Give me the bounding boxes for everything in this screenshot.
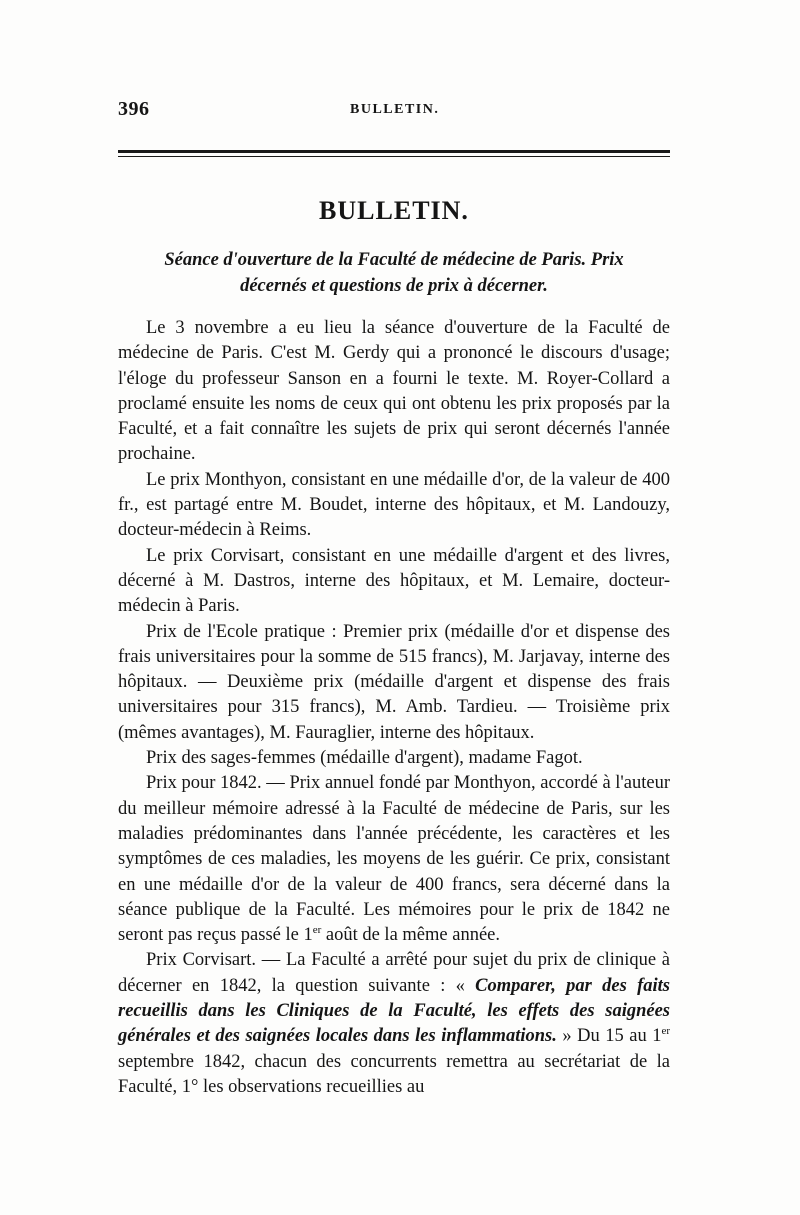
section-subtitle bbox=[118, 247, 670, 299]
subtitle-line-1: Séance d'ouverture de la Faculté de médecine de Paris. Prix bbox=[164, 250, 624, 270]
superscript-er: er bbox=[312, 923, 322, 936]
header-rule-thick bbox=[118, 150, 670, 153]
paragraph-prix-monthyon: Le prix Monthyon, consistant en une médaille d'or, de la valeur de 400 fr., est partagé entre M. Boudet, interne des hôpitaux, et M. Landouzy, docteur-médecin à Reims. bbox=[118, 469, 670, 541]
paragraph-ecole-pratique: Prix de l'Ecole pratique : Premier prix (médaille d'or et dispense des frais universitaires pour la somme de 515 francs), M. Jarjavay, interne des hôpitaux. — Deuxième prix (médaille d'argent et dispense des frais universitaires pour 315 francs), M. Amb. Tardieu. — Troisième prix (mêmes avantages), M. Fauraglier, interne des hôpitaux. bbox=[118, 621, 670, 743]
prix-1842-text: Prix pour 1842. — Prix annuel fondé par Monthyon, accordé à l'auteur du meilleur mémoire adressé à la Faculté de médecine de Paris, sur les maladies prédominantes dans l'année précédente, les caractères et les symptômes de ces maladies, les moyens de les guérir. Ce prix, consistant en une médaille d'or de la valeur de 400 francs, sera décerné dans la séance publique de la Faculté. Les mémoires pour le prix de 1842 ne seront pas reçus passé le bbox=[118, 773, 670, 946]
subtitle-line-2: décernés et questions de prix à décerner. bbox=[240, 276, 548, 296]
running-head bbox=[118, 98, 678, 122]
paragraph-corvisart-question bbox=[118, 948, 670, 1100]
paragraph-prix-1842: Prix pour 1842. — Prix annuel fondé par Monthyon, accordé à l'auteur du meilleur mémoire adressé à la Faculté de médecine de Paris, sur les maladies prédominantes dans l'année précédente, les caractères et les symptômes de ces maladies, les moyens de les guérir. Ce prix, consistant en une médaille d'or de la valeur de 400 francs, sera décerné dans la séance publique de la Faculté. Les mémoires pour le prix de 1842 ne seront pas reçus passé le 1er août de la même année. bbox=[118, 773, 670, 946]
corvisart-end: septembre 1842, chacun des concurrents remettra au secrétariat de la Faculté, 1° les observations recueillies au bbox=[118, 1051, 670, 1097]
corvisart-intro: Prix Corvisart. — La Faculté a arrêté pour sujet du prix de clinique à décerner en 1842, la question suivante : « bbox=[118, 950, 670, 996]
superscript-er-2: er bbox=[661, 1025, 670, 1038]
corvisart-dates: » Du 15 au 1 bbox=[562, 1026, 662, 1047]
body-text bbox=[118, 316, 670, 1100]
paragraph-prix-corvisart: Le prix Corvisart, consistant en une médaille d'argent et des livres, décerné à M. Dastros, interne des hôpitaux, et M. Lemaire, docteur-médecin à Paris. bbox=[118, 545, 670, 617]
header-rule-thin bbox=[118, 156, 670, 157]
section-title: BULLETIN. bbox=[319, 196, 469, 225]
running-title: BULLETIN. bbox=[350, 102, 440, 117]
paragraph-sages-femmes: Prix des sages-femmes (médaille d'argent), madame Fagot. bbox=[146, 748, 583, 769]
page-number: 396 bbox=[118, 98, 150, 120]
corvisart-question-italic: Comparer, par des faits recueillis dans les Cliniques de la Faculté, les effets des saignées générales et des saignées locales dans les inflammations. bbox=[118, 975, 670, 1047]
prix-1842-tail: août de la même année. bbox=[321, 925, 500, 946]
paragraph-opening-session: Le 3 novembre a eu lieu la séance d'ouverture de la Faculté de médecine de Paris. C'est M. Gerdy qui a prononcé le discours d'usage; l'éloge du professeur Sanson en a fourni le texte. M. Royer-Collard a proclamé ensuite les noms de ceux qui ont obtenu les prix proposés par la Faculté, et a fait connaître les sujets de prix qui seront décernés l'année prochaine. bbox=[118, 318, 670, 465]
